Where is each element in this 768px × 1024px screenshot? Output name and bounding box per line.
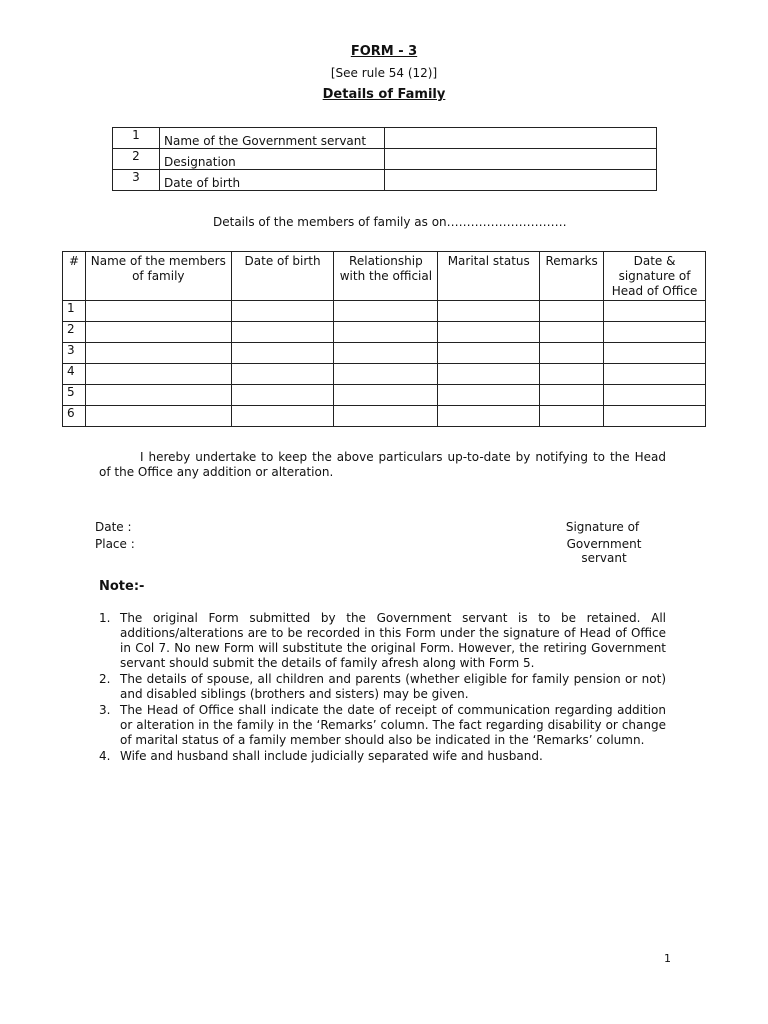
- signature-label-line1: Signature of: [565, 520, 640, 534]
- info-row-number: 1: [113, 128, 160, 149]
- cell-head-signature[interactable]: [604, 301, 706, 322]
- list-item: [99, 672, 666, 702]
- note-text: The Head of Office shall indicate the date of receipt of communication regarding addition or alteration in the family in the ‘Remarks’ column. The fact regarding disability or change of marital status of a family member should also be indicated in the ‘Remarks’ column.: [120, 703, 666, 747]
- column-header-head-signature: Date & signature of Head of Office: [604, 252, 706, 301]
- cell-head-signature[interactable]: [604, 322, 706, 343]
- table-row: [63, 406, 706, 427]
- note-text: The details of spouse, all children and parents (whether eligible for family pension or not) and disabled siblings (brothers and sisters) may be given.: [120, 672, 666, 701]
- cell-relationship[interactable]: [334, 322, 438, 343]
- note-text: The original Form submitted by the Government servant is to be retained. All additions/alterations are to be recorded in this Form under the signature of Head of Office in Col 7. No new Form will substitute the original Form. However, the retiring Government servant should submit the details of family afresh along with Form 5.: [120, 611, 666, 670]
- info-row: [113, 128, 657, 149]
- signature-label-line2: Government servant: [566, 537, 642, 565]
- family-members-table: [62, 251, 706, 427]
- cell-remarks[interactable]: [540, 385, 604, 406]
- info-row-value[interactable]: [385, 128, 657, 149]
- members-caption: Details of the members of family as on…………………………: [213, 215, 567, 229]
- note-number: 4.: [99, 749, 111, 763]
- note-number: 2.: [99, 672, 111, 686]
- cell-remarks[interactable]: [540, 364, 604, 385]
- table-row: [63, 301, 706, 322]
- info-row: [113, 149, 657, 170]
- info-row-number: 2: [113, 149, 160, 170]
- notes-list: [99, 611, 666, 765]
- rule-reference: [See rule 54 (12)]: [330, 66, 438, 80]
- cell-head-signature[interactable]: [604, 406, 706, 427]
- cell-name[interactable]: [85, 301, 231, 322]
- column-header-marital-status: Marital status: [438, 252, 540, 301]
- table-row: [63, 322, 706, 343]
- info-row-label: Date of birth: [160, 170, 385, 191]
- cell-dob[interactable]: [231, 343, 334, 364]
- place-label: Place :: [95, 537, 135, 551]
- cell-relationship[interactable]: [334, 301, 438, 322]
- row-number: 4: [63, 364, 86, 385]
- cell-dob[interactable]: [231, 385, 334, 406]
- info-row-value[interactable]: [385, 170, 657, 191]
- cell-relationship[interactable]: [334, 343, 438, 364]
- cell-relationship[interactable]: [334, 406, 438, 427]
- info-row-value[interactable]: [385, 149, 657, 170]
- cell-relationship[interactable]: [334, 364, 438, 385]
- cell-name[interactable]: [85, 322, 231, 343]
- cell-name[interactable]: [85, 385, 231, 406]
- column-header-name: Name of the members of family: [85, 252, 231, 301]
- column-header-dob: Date of birth: [231, 252, 334, 301]
- cell-head-signature[interactable]: [604, 343, 706, 364]
- employee-info-table: [112, 127, 657, 191]
- list-item: [99, 611, 666, 671]
- cell-marital-status[interactable]: [438, 322, 540, 343]
- cell-remarks[interactable]: [540, 406, 604, 427]
- cell-name[interactable]: [85, 364, 231, 385]
- table-row: [63, 364, 706, 385]
- cell-head-signature[interactable]: [604, 385, 706, 406]
- cell-marital-status[interactable]: [438, 364, 540, 385]
- table-row: [63, 343, 706, 364]
- cell-marital-status[interactable]: [438, 406, 540, 427]
- cell-dob[interactable]: [231, 406, 334, 427]
- info-row-label: Designation: [160, 149, 385, 170]
- cell-dob[interactable]: [231, 364, 334, 385]
- list-item: [99, 703, 666, 748]
- cell-name[interactable]: [85, 406, 231, 427]
- info-row-number: 3: [113, 170, 160, 191]
- note-text: Wife and husband shall include judicially separated wife and husband.: [120, 749, 543, 763]
- row-number: 1: [63, 301, 86, 322]
- cell-head-signature[interactable]: [604, 364, 706, 385]
- cell-dob[interactable]: [231, 301, 334, 322]
- cell-name[interactable]: [85, 343, 231, 364]
- column-header-remarks: Remarks: [540, 252, 604, 301]
- column-header-number: #: [63, 252, 86, 301]
- row-number: 6: [63, 406, 86, 427]
- row-number: 2: [63, 322, 86, 343]
- cell-remarks[interactable]: [540, 343, 604, 364]
- cell-marital-status[interactable]: [438, 385, 540, 406]
- info-row: [113, 170, 657, 191]
- note-number: 1.: [99, 611, 111, 625]
- info-row-label: Name of the Government servant: [160, 128, 385, 149]
- cell-dob[interactable]: [231, 322, 334, 343]
- row-number: 3: [63, 343, 86, 364]
- note-number: 3.: [99, 703, 111, 717]
- list-item: [99, 749, 666, 764]
- table-row: [63, 385, 706, 406]
- cell-remarks[interactable]: [540, 322, 604, 343]
- notes-heading: Note:-: [99, 579, 145, 594]
- date-label: Date :: [95, 520, 132, 534]
- cell-remarks[interactable]: [540, 301, 604, 322]
- undertaking-paragraph: I hereby undertake to keep the above particulars up-to-date by notifying to the Head of the Office any addition or alteration.: [99, 450, 666, 479]
- form-subtitle: Details of Family: [322, 87, 446, 102]
- cell-marital-status[interactable]: [438, 343, 540, 364]
- cell-marital-status[interactable]: [438, 301, 540, 322]
- form-title: FORM - 3: [350, 44, 418, 59]
- cell-relationship[interactable]: [334, 385, 438, 406]
- page-number: 1: [664, 952, 671, 965]
- column-header-relationship: Relationship with the official: [334, 252, 438, 301]
- row-number: 5: [63, 385, 86, 406]
- table-header-row: [63, 252, 706, 301]
